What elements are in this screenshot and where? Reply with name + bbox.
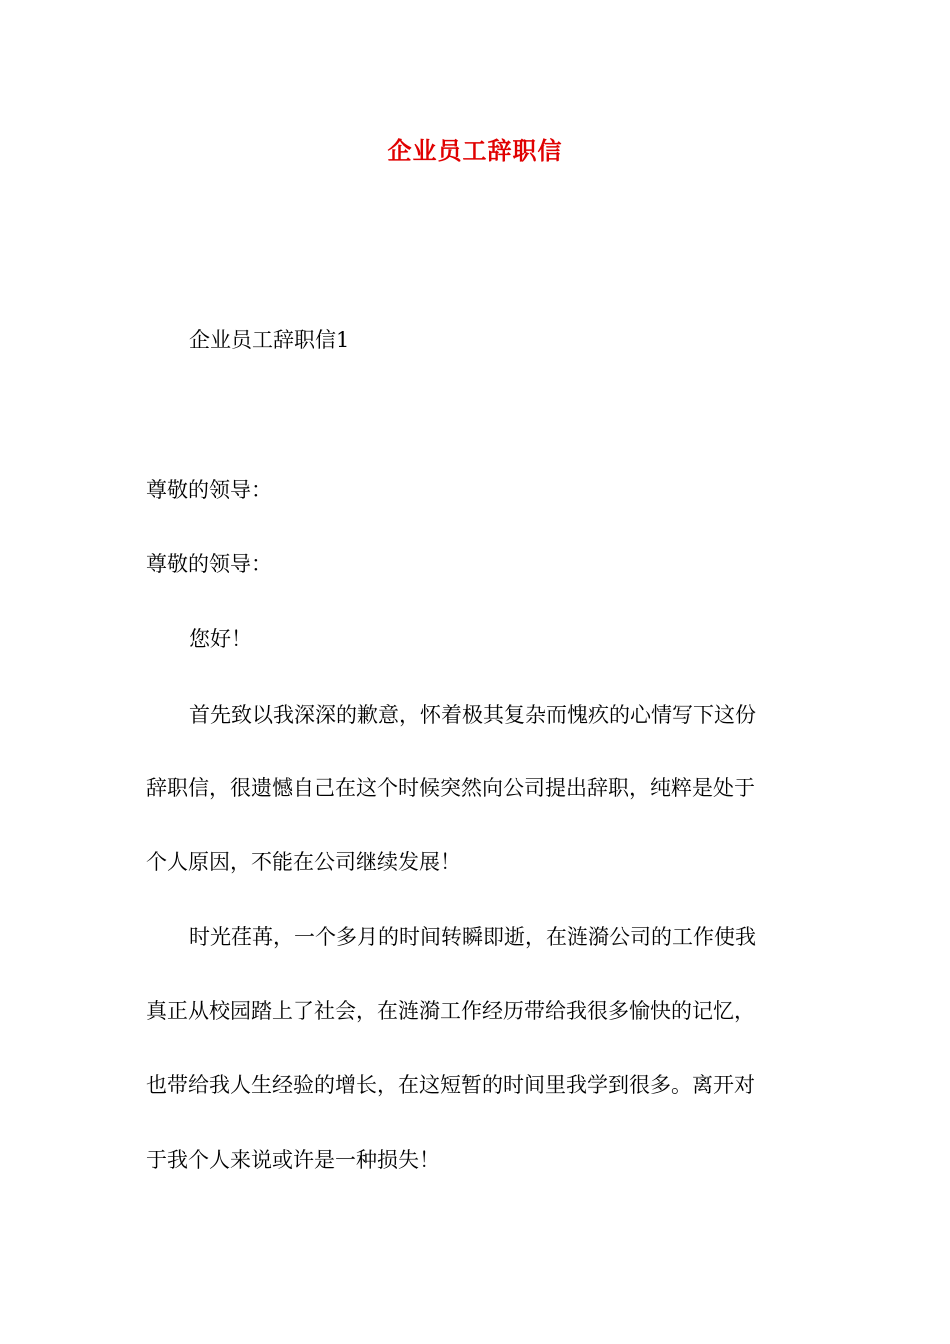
section-heading: 企业员工辞职信1 xyxy=(189,328,350,352)
document-title: 企业员工辞职信 xyxy=(387,136,563,165)
salutation-line: 尊敬的领导： xyxy=(146,478,272,502)
paragraph-line: 辞职信，很遗憾自己在这个时候突然向公司提出辞职，纯粹是处于 xyxy=(146,776,755,800)
paragraph-line: 也带给我人生经验的增长，在这短暂的时间里我学到很多。离开对 xyxy=(146,1073,755,1097)
paragraph-line: 个人原因，不能在公司继续发展！ xyxy=(146,850,461,874)
greeting-line: 您好！ xyxy=(189,627,252,651)
paragraph-line: 时光荏苒，一个多月的时间转瞬即逝，在涟漪公司的工作使我 xyxy=(189,925,756,949)
paragraph-line: 首先致以我深深的歉意，怀着极其复杂而愧疚的心情写下这份 xyxy=(189,703,756,727)
paragraph-line: 于我个人来说或许是一种损失！ xyxy=(146,1148,440,1172)
salutation-line-repeat: 尊敬的领导： xyxy=(146,552,272,576)
paragraph-line: 真正从校园踏上了社会，在涟漪工作经历带给我很多愉快的记忆， xyxy=(146,999,755,1023)
